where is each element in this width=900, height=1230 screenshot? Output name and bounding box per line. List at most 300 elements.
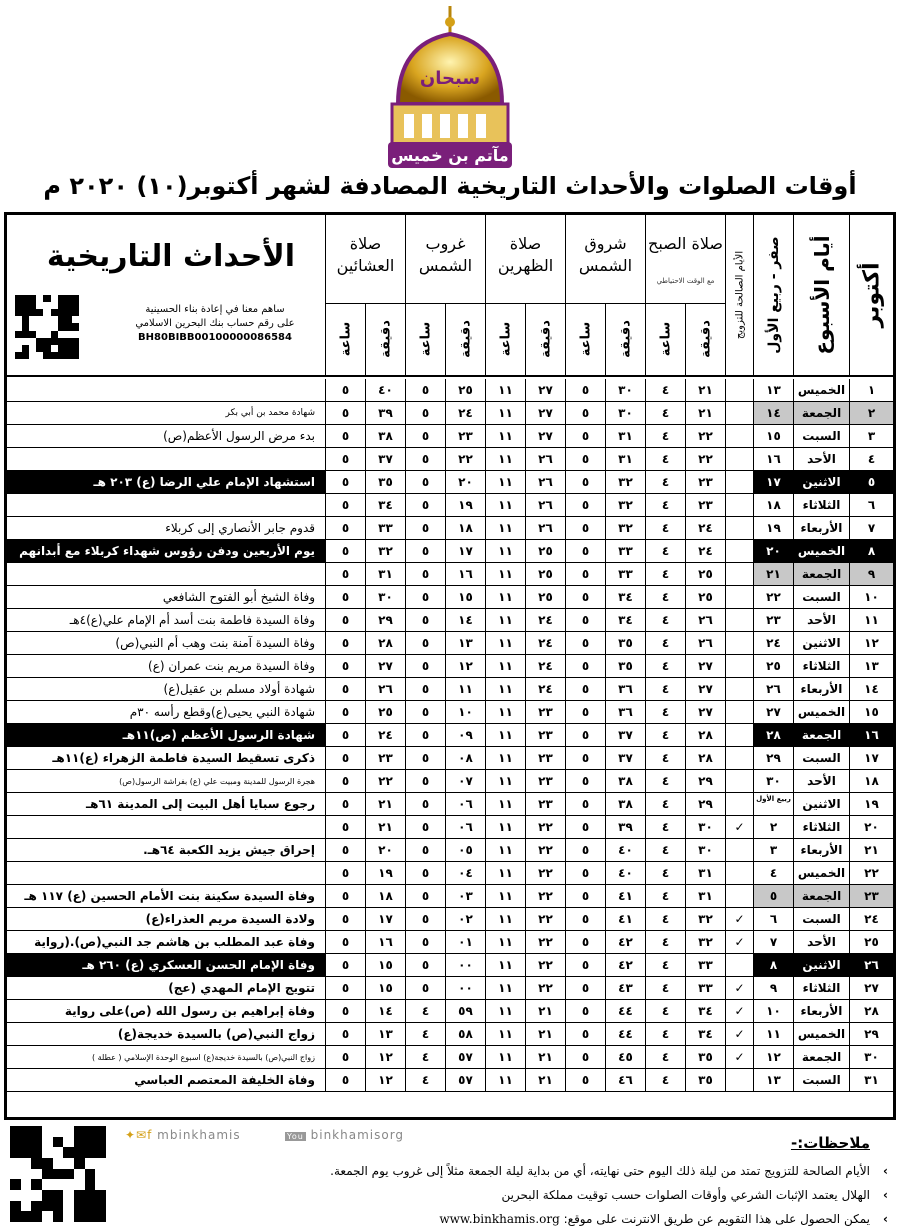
table-row <box>7 425 893 448</box>
cell-ih: ٥ <box>325 586 365 609</box>
cell-sh: ٥ <box>565 770 605 793</box>
cell-v <box>725 563 753 586</box>
cell-fm: ٣٤ <box>685 1023 725 1046</box>
cell-h: ٩ <box>753 977 793 1000</box>
cell-d: الثلاثاء <box>793 655 849 678</box>
cell-sh: ٥ <box>565 609 605 632</box>
cell-h: ٨ <box>753 954 793 977</box>
cell-ih: ٥ <box>325 402 365 425</box>
cell-im: ١٢ <box>365 1046 405 1069</box>
cell-sm: ٤١ <box>605 908 645 931</box>
cell-v <box>725 954 753 977</box>
cell-dm: ٢١ <box>525 1046 565 1069</box>
cell-fh: ٤ <box>645 724 685 747</box>
cell-fh: ٤ <box>645 1046 685 1069</box>
cell-d: الاثنين <box>793 793 849 816</box>
cell-e: وفاة الشيخ أبو الفتوح الشافعي <box>7 586 325 609</box>
cell-fm: ٣١ <box>685 885 725 908</box>
cell-im: ٣٢ <box>365 540 405 563</box>
cell-d: السبت <box>793 425 849 448</box>
cell-dh: ١١ <box>485 632 525 655</box>
cell-ih: ٥ <box>325 1000 365 1023</box>
cell-dm: ٢٦ <box>525 517 565 540</box>
cell-fm: ٢٩ <box>685 793 725 816</box>
cell-fm: ٢٣ <box>685 494 725 517</box>
cell-g: ٢٦ <box>849 954 893 977</box>
cell-dh: ١١ <box>485 517 525 540</box>
cell-v <box>725 701 753 724</box>
cell-d: الثلاثاء <box>793 816 849 839</box>
table-row <box>7 816 893 839</box>
cell-v <box>725 609 753 632</box>
cell-sm: ٣٦ <box>605 678 645 701</box>
table-row <box>7 655 893 678</box>
cell-v <box>725 839 753 862</box>
youtube-handle[interactable]: You binkhamisorg <box>287 1128 405 1142</box>
cell-fm: ٢٨ <box>685 747 725 770</box>
cell-e: وفاة الخليفة المعتصم العباسي <box>7 1069 325 1092</box>
cell-v <box>725 678 753 701</box>
cell-g: ١٦ <box>849 724 893 747</box>
cell-ih: ٥ <box>325 632 365 655</box>
cell-h: ١٢ <box>753 1046 793 1069</box>
cell-sh: ٥ <box>565 563 605 586</box>
cell-fh: ٤ <box>645 425 685 448</box>
cell-gh: ٤ <box>405 1023 445 1046</box>
cell-h: ٦ <box>753 908 793 931</box>
cell-sm: ٣٠ <box>605 402 645 425</box>
cell-sm: ٣٨ <box>605 793 645 816</box>
cell-v <box>725 655 753 678</box>
cell-fm: ٣٤ <box>685 1000 725 1023</box>
cell-gh: ٥ <box>405 402 445 425</box>
cell-g: ٣٠ <box>849 1046 893 1069</box>
cell-gh: ٥ <box>405 379 445 402</box>
page-title: أوقات الصلوات والأحداث التاريخية المصادفة لشهر أكتوبر(١٠) ٢٠٢٠ م <box>43 172 857 200</box>
cell-fm: ٢٧ <box>685 655 725 678</box>
cell-h: ١٤ <box>753 402 793 425</box>
cell-gh: ٥ <box>405 425 445 448</box>
cell-g: ٣ <box>849 425 893 448</box>
cell-gm: ٠٠ <box>445 954 485 977</box>
cell-dm: ٢٦ <box>525 471 565 494</box>
social-handle[interactable]: ✦✉f mbinkhamis <box>125 1128 241 1142</box>
cell-gm: ٢٤ <box>445 402 485 425</box>
cell-dm: ٢٥ <box>525 586 565 609</box>
cell-gm: ٠٧ <box>445 770 485 793</box>
cell-g: ٥ <box>849 471 893 494</box>
cell-v <box>725 632 753 655</box>
cell-fm: ٣٥ <box>685 1046 725 1069</box>
cell-im: ٢٨ <box>365 632 405 655</box>
cell-v <box>725 724 753 747</box>
cell-dh: ١١ <box>485 1023 525 1046</box>
cell-gh: ٤ <box>405 1046 445 1069</box>
cell-fh: ٤ <box>645 793 685 816</box>
cell-sh: ٥ <box>565 701 605 724</box>
cell-sm: ٣٣ <box>605 540 645 563</box>
cell-v: ✓ <box>725 977 753 1000</box>
cell-ih: ٥ <box>325 1069 365 1092</box>
cell-v <box>725 885 753 908</box>
cell-ih: ٥ <box>325 931 365 954</box>
cell-dh: ١١ <box>485 379 525 402</box>
cell-im: ٣٠ <box>365 586 405 609</box>
table-row <box>7 1000 893 1023</box>
cell-d: الجمعة <box>793 563 849 586</box>
cell-fm: ٣٠ <box>685 816 725 839</box>
cell-sm: ٣٩ <box>605 816 645 839</box>
cell-v <box>725 770 753 793</box>
cell-sm: ٤٢ <box>605 931 645 954</box>
cell-fh: ٤ <box>645 839 685 862</box>
cell-gm: ٠٦ <box>445 793 485 816</box>
cell-gm: ٢٥ <box>445 379 485 402</box>
cell-im: ٣٥ <box>365 471 405 494</box>
cell-h: ١٧ <box>753 471 793 494</box>
cell-sh: ٥ <box>565 862 605 885</box>
cell-g: ١٩ <box>849 793 893 816</box>
cell-ih: ٥ <box>325 448 365 471</box>
table-row <box>7 885 893 908</box>
cell-fm: ٢٧ <box>685 678 725 701</box>
cell-dm: ٢٥ <box>525 540 565 563</box>
cell-sm: ٣٨ <box>605 770 645 793</box>
cell-e: وفاة عبد المطلب بن هاشم جد النبي(ص).(رواية <box>7 931 325 954</box>
cell-gh: ٥ <box>405 609 445 632</box>
cell-gh: ٥ <box>405 747 445 770</box>
cell-v: ✓ <box>725 816 753 839</box>
cell-d: الجمعة <box>793 1046 849 1069</box>
cell-h: ٢٠ <box>753 540 793 563</box>
cell-g: ٢٩ <box>849 1023 893 1046</box>
cell-im: ٢٢ <box>365 770 405 793</box>
cell-sm: ٣٧ <box>605 724 645 747</box>
cell-h: ٢٥ <box>753 655 793 678</box>
cell-dm: ٢٤ <box>525 678 565 701</box>
cell-h: ١٨ <box>753 494 793 517</box>
cell-gm: ١٦ <box>445 563 485 586</box>
cell-h: ٢٤ <box>753 632 793 655</box>
cell-e: هجرة الرسول للمدينة ومبيت علي (ع) بفراشة الرسول(ص) <box>7 770 325 793</box>
svg-text:سبحان: سبحان <box>419 68 481 89</box>
cell-gm: ١٢ <box>445 655 485 678</box>
header-virtuous: الأيام الصالحة للتزويج <box>725 215 753 375</box>
cell-h: ٣ <box>753 839 793 862</box>
table-row <box>7 609 893 632</box>
cell-fm: ٢٥ <box>685 586 725 609</box>
table-row <box>7 954 893 977</box>
cell-dm: ٢٤ <box>525 655 565 678</box>
cell-h: ١٣ <box>753 1069 793 1092</box>
cell-sm: ٣٠ <box>605 379 645 402</box>
cell-fm: ٢٢ <box>685 425 725 448</box>
cell-e: شهادة النبي يحيى(ع)وقطع رأسه ٣٠م <box>7 701 325 724</box>
cell-e: وفاة السيدة فاطمة بنت أسد أم الإمام علي(ع)٤هـ <box>7 609 325 632</box>
cell-h: ٢٩ <box>753 747 793 770</box>
cell-d: الخميس <box>793 862 849 885</box>
cell-ih: ٥ <box>325 563 365 586</box>
cell-sh: ٥ <box>565 816 605 839</box>
cell-h: ١١ <box>753 1023 793 1046</box>
cell-h: ٢١ <box>753 563 793 586</box>
website-link[interactable]: www.binkhamis.org <box>439 1212 560 1226</box>
cell-g: ٤ <box>849 448 893 471</box>
cell-im: ٢٥ <box>365 701 405 724</box>
table-row <box>7 402 893 425</box>
cell-ih: ٥ <box>325 471 365 494</box>
cell-d: الجمعة <box>793 885 849 908</box>
logo <box>370 4 530 174</box>
qr-code-icon <box>15 295 79 359</box>
cell-dh: ١١ <box>485 724 525 747</box>
cell-dm: ٢٤ <box>525 609 565 632</box>
cell-im: ١٣ <box>365 1023 405 1046</box>
cell-ih: ٥ <box>325 770 365 793</box>
cell-h: ٧ <box>753 931 793 954</box>
cell-ih: ٥ <box>325 678 365 701</box>
cell-gh: ٥ <box>405 540 445 563</box>
note-3: › يمكن الحصول على هذا التقويم عن طريق الانترنت على موقع: www.binkhamis.org <box>439 1212 870 1226</box>
cell-dm: ٢٣ <box>525 770 565 793</box>
cell-e: قدوم جابر الأنصاري إلى كربلاء <box>7 517 325 540</box>
cell-sm: ٣٤ <box>605 609 645 632</box>
cell-dh: ١١ <box>485 931 525 954</box>
cell-sh: ٥ <box>565 931 605 954</box>
cell-dh: ١١ <box>485 747 525 770</box>
cell-e: وفاة السيدة آمنة بنت وهب أم النبي(ص) <box>7 632 325 655</box>
cell-d: الأحد <box>793 609 849 632</box>
cell-fm: ٢٦ <box>685 609 725 632</box>
cell-gm: ٥٧ <box>445 1069 485 1092</box>
cell-ih: ٥ <box>325 517 365 540</box>
cell-gh: ٥ <box>405 655 445 678</box>
cell-dm: ٢٦ <box>525 494 565 517</box>
cell-dm: ٢٣ <box>525 724 565 747</box>
dome-logo-icon <box>370 4 530 174</box>
cell-sm: ٣٧ <box>605 747 645 770</box>
cell-dm: ٢١ <box>525 1023 565 1046</box>
cell-dh: ١١ <box>485 586 525 609</box>
cell-dh: ١١ <box>485 655 525 678</box>
cell-h: ١٦ <box>753 448 793 471</box>
cell-sm: ٣٦ <box>605 701 645 724</box>
cell-fh: ٤ <box>645 862 685 885</box>
notes-title: ملاحظات:- <box>790 1134 870 1152</box>
cell-dh: ١١ <box>485 885 525 908</box>
cell-gh: ٥ <box>405 701 445 724</box>
cell-gh: ٥ <box>405 471 445 494</box>
cell-sm: ٤١ <box>605 885 645 908</box>
cell-gh: ٥ <box>405 954 445 977</box>
cell-gh: ٥ <box>405 793 445 816</box>
cell-v <box>725 747 753 770</box>
cell-fh: ٤ <box>645 586 685 609</box>
cell-gh: ٥ <box>405 977 445 1000</box>
cell-gm: ٠٠ <box>445 977 485 1000</box>
cell-sh: ٥ <box>565 632 605 655</box>
cell-dm: ٢٣ <box>525 701 565 724</box>
cell-sm: ٤٦ <box>605 1069 645 1092</box>
cell-ih: ٥ <box>325 793 365 816</box>
cell-ih: ٥ <box>325 655 365 678</box>
cell-ih: ٥ <box>325 609 365 632</box>
cell-ih: ٥ <box>325 908 365 931</box>
cell-dm: ٢٧ <box>525 425 565 448</box>
cell-g: ٧ <box>849 517 893 540</box>
cell-v <box>725 379 753 402</box>
cell-im: ١٦ <box>365 931 405 954</box>
cell-im: ١٥ <box>365 954 405 977</box>
cell-dh: ١١ <box>485 678 525 701</box>
cell-fm: ٣٢ <box>685 931 725 954</box>
cell-h: ٣٠ <box>753 770 793 793</box>
cell-fh: ٤ <box>645 678 685 701</box>
cell-sh: ٥ <box>565 379 605 402</box>
cell-d: السبت <box>793 747 849 770</box>
cell-fm: ٣٢ <box>685 908 725 931</box>
cell-g: ٢٢ <box>849 862 893 885</box>
cell-sh: ٥ <box>565 1069 605 1092</box>
cell-v <box>725 402 753 425</box>
cell-sm: ٣٤ <box>605 586 645 609</box>
cell-g: ١١ <box>849 609 893 632</box>
cell-d: السبت <box>793 1069 849 1092</box>
cell-sh: ٥ <box>565 1023 605 1046</box>
cell-h: ١٥ <box>753 425 793 448</box>
cell-g: ٢٣ <box>849 885 893 908</box>
header-fajr: صلاة الصبح مع الوقت الاحتياطي دقيقة ساعة <box>645 215 725 375</box>
cell-fm: ٢٧ <box>685 701 725 724</box>
cell-ih: ٥ <box>325 540 365 563</box>
cell-v <box>725 494 753 517</box>
table-row <box>7 747 893 770</box>
cell-fh: ٤ <box>645 379 685 402</box>
cell-sm: ٤٤ <box>605 1000 645 1023</box>
cell-e: ولادة السيدة مريم العذراء(ع) <box>7 908 325 931</box>
cell-dm: ٢٢ <box>525 931 565 954</box>
cell-fm: ٢١ <box>685 402 725 425</box>
cell-v <box>725 862 753 885</box>
cell-fh: ٤ <box>645 563 685 586</box>
cell-g: ٢٤ <box>849 908 893 931</box>
cell-d: الجمعة <box>793 724 849 747</box>
cell-sm: ٤٣ <box>605 977 645 1000</box>
cell-dm: ٢٢ <box>525 839 565 862</box>
table-row <box>7 862 893 885</box>
cell-sh: ٥ <box>565 724 605 747</box>
cell-fm: ٢٤ <box>685 517 725 540</box>
cell-fh: ٤ <box>645 701 685 724</box>
cell-gh: ٥ <box>405 885 445 908</box>
cell-gm: ١٤ <box>445 609 485 632</box>
cell-d: الأحد <box>793 770 849 793</box>
cell-gm: ٠٨ <box>445 747 485 770</box>
twitter-icon: ✦✉f <box>125 1128 153 1142</box>
cell-sh: ٥ <box>565 540 605 563</box>
cell-dh: ١١ <box>485 1046 525 1069</box>
table-row <box>7 448 893 471</box>
cell-v: ✓ <box>725 908 753 931</box>
cell-g: ١٣ <box>849 655 893 678</box>
cell-d: السبت <box>793 908 849 931</box>
cell-dm: ٢٢ <box>525 954 565 977</box>
cell-sm: ٣١ <box>605 448 645 471</box>
table-row <box>7 494 893 517</box>
table-row <box>7 632 893 655</box>
cell-sh: ٥ <box>565 977 605 1000</box>
cell-g: ١ <box>849 379 893 402</box>
cell-d: الخميس <box>793 701 849 724</box>
table-row <box>7 931 893 954</box>
cell-sh: ٥ <box>565 494 605 517</box>
cell-e: زواج النبي(ص) بالسيدة خديجة(ع) <box>7 1023 325 1046</box>
youtube-icon: You <box>287 1132 304 1141</box>
cell-fh: ٤ <box>645 1023 685 1046</box>
cell-g: ١٥ <box>849 701 893 724</box>
cell-ih: ٥ <box>325 839 365 862</box>
table-row <box>7 517 893 540</box>
cell-fh: ٤ <box>645 402 685 425</box>
cell-g: ١٠ <box>849 586 893 609</box>
cell-sm: ٣٢ <box>605 517 645 540</box>
cell-e: شهادة الرسول الأعظم (ص)١١هـ <box>7 724 325 747</box>
footer-qr-code-icon <box>10 1126 106 1222</box>
cell-sh: ٥ <box>565 1046 605 1069</box>
note-2: › الهلال يعتمد الإثبات الشرعي وأوقات الصلوات حسب توقيت مملكة البحرين <box>501 1188 870 1202</box>
cell-fm: ٣٥ <box>685 1069 725 1092</box>
cell-g: ٣١ <box>849 1069 893 1092</box>
cell-dh: ١١ <box>485 471 525 494</box>
cell-v <box>725 517 753 540</box>
cell-d: الأربعاء <box>793 1000 849 1023</box>
cell-sh: ٥ <box>565 471 605 494</box>
svg-text:مآتم بن خميس: مآتم بن خميس <box>391 146 509 165</box>
cell-gh: ٥ <box>405 494 445 517</box>
cell-fh: ٤ <box>645 494 685 517</box>
cell-im: ٣١ <box>365 563 405 586</box>
cell-gh: ٥ <box>405 862 445 885</box>
cell-fh: ٤ <box>645 908 685 931</box>
table-row <box>7 839 893 862</box>
table-row <box>7 563 893 586</box>
table-row <box>7 540 893 563</box>
cell-sm: ٤٠ <box>605 862 645 885</box>
cell-g: ٢ <box>849 402 893 425</box>
cell-gh: ٥ <box>405 908 445 931</box>
cell-d: الأربعاء <box>793 678 849 701</box>
cell-dm: ٢٢ <box>525 862 565 885</box>
cell-sh: ٥ <box>565 586 605 609</box>
cell-e: زواج النبي(ص) بالسيدة خديجة(ع) اسبوع الوحدة الإسلامي ( عطلة ) <box>7 1046 325 1069</box>
table-row <box>7 724 893 747</box>
cell-dh: ١١ <box>485 862 525 885</box>
cell-sh: ٥ <box>565 954 605 977</box>
cell-gh: ٥ <box>405 632 445 655</box>
table-row <box>7 908 893 931</box>
cell-sm: ٣٢ <box>605 471 645 494</box>
cell-sh: ٥ <box>565 908 605 931</box>
cell-e: شهادة أولاد مسلم بن عقيل(ع) <box>7 678 325 701</box>
cell-sh: ٥ <box>565 678 605 701</box>
cell-e: شهادة محمد بن أبي بكر <box>7 402 325 425</box>
cell-d: الاثنين <box>793 632 849 655</box>
cell-fh: ٤ <box>645 885 685 908</box>
cell-gm: ٠٦ <box>445 816 485 839</box>
cell-v <box>725 1069 753 1092</box>
cell-im: ١٧ <box>365 908 405 931</box>
cell-im: ١٢ <box>365 1069 405 1092</box>
